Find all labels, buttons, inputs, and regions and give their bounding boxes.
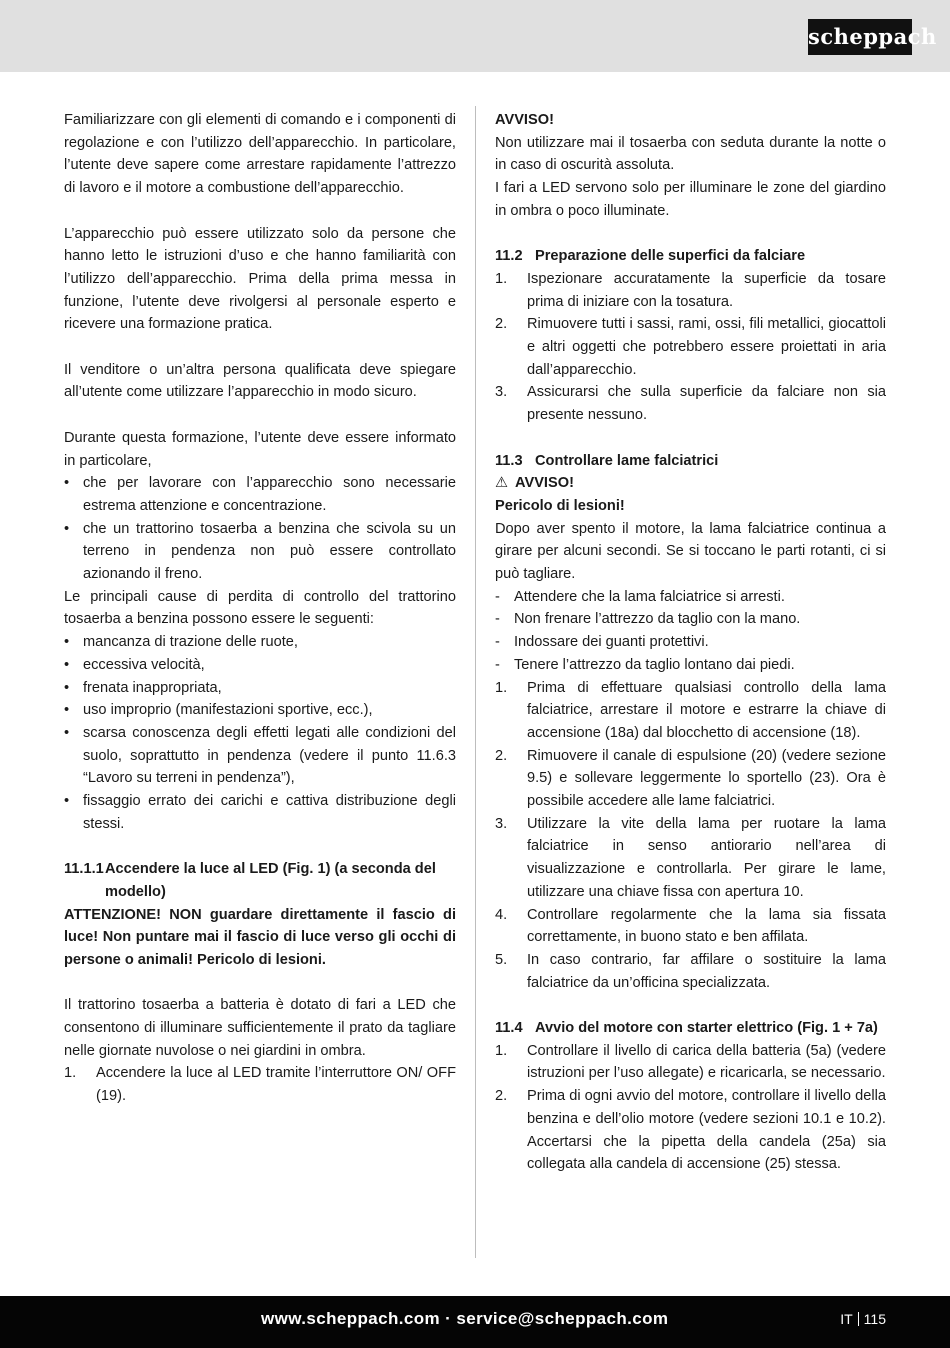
section-title: Preparazione delle superfici da falciare <box>535 248 806 265</box>
list-item: - Non frenare l’attrezzo da taglio con la mano. <box>495 608 886 631</box>
list-item <box>495 677 886 745</box>
paragraph-seller-instruction: Il venditore o un’altra persona qualificata deve spiegare all’utente come utilizzare l’apparecchio in modo sicuro. <box>64 361 456 401</box>
preparation-steps-list <box>495 268 886 427</box>
engine-start-steps-list <box>495 1040 886 1176</box>
list-item <box>495 904 886 949</box>
step-number: 4. <box>495 906 508 923</box>
training-bullet-list <box>64 472 456 586</box>
page-number: 115 <box>863 1311 886 1327</box>
step-number: 1. <box>495 270 508 287</box>
step-number: 2. <box>495 747 508 764</box>
list-item: • che per lavorare con l’apparecchio sono necessarie estrema attenzione e concentrazione. <box>64 472 456 517</box>
step-number: 1. <box>64 1065 77 1082</box>
list-item <box>495 1085 886 1176</box>
section-number: 11.2 <box>495 248 523 265</box>
cause-bullet-list <box>64 631 456 835</box>
step-text: Controllare il livello di carica della batteria (5a) (vedere istruzioni per l’uso allegate) e ricaricarla, se necessario. <box>527 1042 886 1082</box>
warning-label: AVVISO! <box>515 475 574 492</box>
section-title: Avvio del motore con starter elettrico (Fig. 1 + 7a) <box>535 1020 878 1037</box>
step-number: 3. <box>495 384 508 401</box>
header-bar <box>0 0 950 72</box>
warning-triangle-icon: ⚠ <box>495 475 509 492</box>
section-number: 11.1.1 <box>64 861 104 878</box>
step-number: 5. <box>495 951 508 968</box>
list-item: • uso improprio (manifestazioni sportive, ecc.), <box>64 699 456 722</box>
left-column <box>64 109 456 1108</box>
paragraph-blade-rotation: Dopo aver spento il motore, la lama falciatrice continua a girare per alcuni secondi. Se si toccano le parti rotanti, ci si può tagliare. <box>495 520 886 583</box>
step-number: 1. <box>495 1042 508 1059</box>
scheppach-logo: scheppach <box>808 19 912 55</box>
step-text: Prima di effettuare qualsiasi controllo della lama falciatrice, arrestare il motore e estrarre la chiave di accensione (18a) dal blocchetto di accensione (18). <box>527 679 886 741</box>
step-number: 3. <box>495 815 508 832</box>
list-item <box>495 268 886 313</box>
step-number: 1. <box>495 679 508 696</box>
list-item <box>495 745 886 813</box>
step-text: Accendere la luce al LED tramite l’interruttore ON/ OFF (19). <box>96 1065 456 1105</box>
section-title: Accendere la luce al LED (Fig. 1) (a seconda del modello) <box>105 861 436 900</box>
paragraph-loss-of-control: Le principali cause di perdita di controllo del trattorino tosaerba a benzina possono essere le seguenti: <box>64 588 456 628</box>
list-item <box>495 949 886 994</box>
step-text: Rimuovere tutti i sassi, rami, ossi, fili metallici, giocattoli e altri oggetti che potrebbero essere proiettati in aria dall’apparecchio. <box>527 316 886 378</box>
list-item: - Attendere che la lama falciatrice si arresti. <box>495 586 886 609</box>
list-item: • eccessiva velocità, <box>64 654 456 677</box>
list-item: • che un trattorino tosaerba a benzina che scivola su un terreno in pendenza non può essere controllato azionando il freno. <box>64 518 456 586</box>
step-number: 2. <box>495 1088 508 1105</box>
paragraph-familiarize: Familiarizzare con gli elementi di comando e i componenti di regolazione e con l’utilizzo dell’apparecchio. In particolare, l’utente deve sapere come arrestare rapidamente l’attrezzo di lavoro e il motore a combustione dell’apparecchio. <box>64 112 456 197</box>
list-item: • scarsa conoscenza degli effetti legati alle condizioni del suolo, soprattutto in pendenza (vedere il punto 11.6.3 “Lavoro su terreni in pendenza”), <box>64 722 456 790</box>
list-item: • mancanza di trazione delle ruote, <box>64 631 456 654</box>
list-item <box>495 813 886 904</box>
section-number: 11.4 <box>495 1020 523 1037</box>
paragraph-night-warning: Non utilizzare mai il tosaerba con seduta durante la notte o in caso di oscurità assoluta. <box>495 134 886 174</box>
blade-check-steps-list <box>495 677 886 995</box>
attention-warning: ATTENZIONE! NON guardare direttamente il fascio di luce! Non puntare mai il fascio di luce verso gli occhi di persone o animali! Pericolo di lesioni. <box>64 906 456 968</box>
blade-safety-list <box>495 586 886 677</box>
list-item <box>64 1062 456 1107</box>
footer-bar <box>0 1296 950 1348</box>
paragraph-training: Durante questa formazione, l’utente deve essere informato in particolare, <box>64 429 456 469</box>
step-text: Controllare regolarmente che la lama sia fissata correttamente, in buono stato e ben affilata. <box>527 906 886 946</box>
right-column <box>495 109 886 1176</box>
footer-contact: www.scheppach.com · service@scheppach.com <box>261 1309 669 1328</box>
list-item: • frenata inappropriata, <box>64 677 456 700</box>
step-number: 2. <box>495 316 508 333</box>
paragraph-led-lights: Il trattorino tosaerba a batteria è dotato di fari a LED che consentono di illuminare sufficientemente il prato da tagliare nelle giornate nuvolose o nei giardini in ombra. <box>64 997 456 1059</box>
section-heading-11-3 <box>495 450 886 473</box>
section-number: 11.3 <box>495 452 523 469</box>
list-item: - Indossare dei guanti protettivi. <box>495 631 886 654</box>
section-heading-11-1-1 <box>64 858 456 903</box>
step-text: Rimuovere il canale di espulsione (20) (vedere sezione 9.5) e sollevare leggermente lo sportello (23). Ora è possibile accedere alle lame falciatrici. <box>527 747 886 810</box>
list-item <box>495 1040 886 1085</box>
page-indicator <box>840 1311 886 1327</box>
list-item <box>495 381 886 426</box>
list-item <box>495 313 886 381</box>
section-title: Controllare lame falciatrici <box>535 452 719 469</box>
step-text: In caso contrario, far affilare o sostituire la lama falciatrice da un’officina specializzata. <box>527 951 886 991</box>
step-text: Utilizzare la vite della lama per ruotare la lama falciatrice in senso antiorario nell’area di visualizzazione e controllarla. Per girare le lame, utilizzare una chiave fissa con apertura 10. <box>527 815 886 900</box>
paragraph-usage-restriction: L’apparecchio può essere utilizzato solo da persone che hanno letto le istruzioni d’uso e che hanno familiarità con l’utilizzo dell’apparecchio. Prima della prima messa in funzione, l’utente deve rivolgersi al personale esperto e ricevere una formazione pratica. <box>64 225 456 333</box>
step-text: Prima di ogni avvio del motore, controllare il livello della benzina e dell’olio motore (vedere sezioni 10.1 e 10.2). Accertarsi che la pipetta della candela (25a) sia collegata alla candela di accensione (25) stessa. <box>527 1088 886 1173</box>
list-item: - Tenere l’attrezzo da taglio lontano dai piedi. <box>495 654 886 677</box>
footer-separator <box>858 1312 859 1326</box>
led-steps-list <box>64 1062 456 1107</box>
column-divider <box>475 106 476 1258</box>
section-heading-11-4 <box>495 1017 886 1040</box>
list-item: • fissaggio errato dei carichi e cattiva distribuzione degli stessi. <box>64 790 456 835</box>
paragraph-led-purpose: I fari a LED servono solo per illuminare le zone del giardino in ombra o poco illuminate. <box>495 180 886 219</box>
injury-danger: Pericolo di lesioni! <box>495 497 625 514</box>
section-heading-11-2 <box>495 245 886 268</box>
step-text: Ispezionare accuratamente la superficie da tosare prima di iniziare con la tosatura. <box>527 270 886 310</box>
language-code: IT <box>840 1311 853 1327</box>
warning-line <box>495 472 886 495</box>
avviso-heading: AVVISO! <box>495 112 554 128</box>
step-text: Assicurarsi che sulla superficie da falciare non sia presente nessuno. <box>527 384 886 424</box>
